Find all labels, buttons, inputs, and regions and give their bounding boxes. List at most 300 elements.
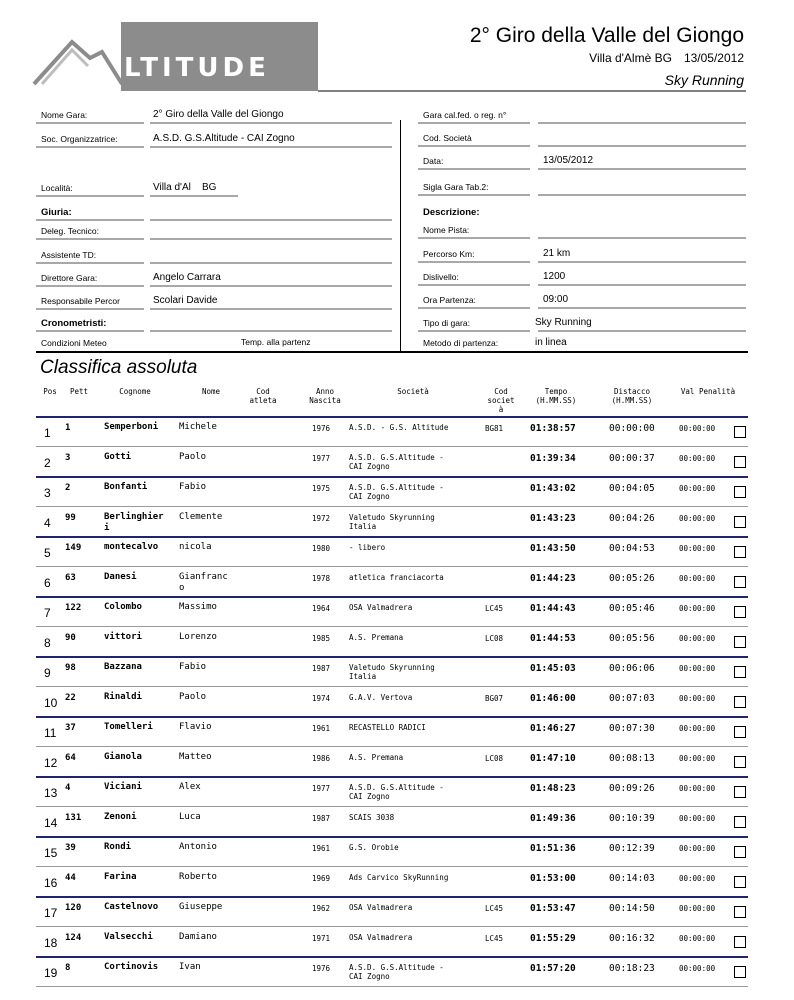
birth-year: 1964 <box>312 604 331 613</box>
penalty-checkbox[interactable] <box>734 666 746 678</box>
form-line <box>150 238 392 240</box>
row-divider <box>36 446 748 447</box>
form-line <box>418 145 530 147</box>
row-divider <box>36 416 748 418</box>
column-header-nome: Nome <box>201 387 221 396</box>
finish-time: 01:46:00 <box>530 693 576 704</box>
position-number: 17 <box>44 906 58 920</box>
position-number: 12 <box>44 756 58 770</box>
form-line <box>36 262 144 264</box>
athlete-name: Matteo <box>179 752 212 762</box>
penalty-time: 00:00:00 <box>679 664 716 673</box>
birth-year: 1977 <box>312 784 331 793</box>
column-header-cognome: Cognome <box>119 387 151 396</box>
form-line <box>36 219 144 221</box>
form-line <box>418 261 530 263</box>
team-code: LC08 <box>485 754 504 763</box>
athlete-name: Antonio <box>179 842 217 852</box>
column-header-pett: Pett <box>69 387 89 396</box>
form-line <box>538 122 746 124</box>
penalty-checkbox[interactable] <box>734 516 746 528</box>
team-name: G.A.V. Vertova <box>349 693 413 702</box>
finish-time: 01:39:34 <box>530 453 576 464</box>
time-gap: 00:04:05 <box>609 483 655 494</box>
bib-number: 44 <box>65 873 76 883</box>
athlete-surname: montecalvo <box>104 542 159 552</box>
form-label: Data: <box>423 156 444 166</box>
finish-time: 01:45:03 <box>530 663 576 674</box>
form-label: Gara cal.fed. o reg. n° <box>423 110 507 120</box>
row-divider <box>36 626 748 627</box>
athlete-name: Gianfranc o <box>179 572 228 593</box>
birth-year: 1976 <box>312 424 331 433</box>
penalty-checkbox[interactable] <box>734 456 746 468</box>
form-value: 09:00 <box>543 294 569 305</box>
penalty-checkbox[interactable] <box>734 606 746 618</box>
athlete-surname: Semperboni <box>104 422 159 432</box>
position-number: 18 <box>44 936 58 950</box>
penalty-checkbox[interactable] <box>734 786 746 798</box>
athlete-surname: Viciani <box>104 782 142 792</box>
column-header-cod-soc: Cod societ à <box>487 387 515 414</box>
team-name: OSA Valmadrera <box>349 603 413 612</box>
event-location: Villa d'Almè BG <box>589 51 672 65</box>
form-column-divider <box>400 120 401 352</box>
athlete-name: Ivan <box>179 962 201 972</box>
team-name: - libero <box>349 543 386 552</box>
row-divider <box>36 716 748 718</box>
form-line <box>150 219 392 221</box>
form-value: 13/05/2012 <box>543 155 594 166</box>
row-divider <box>36 956 748 958</box>
penalty-checkbox[interactable] <box>734 426 746 438</box>
birth-year: 1971 <box>312 934 331 943</box>
row-divider <box>36 926 748 927</box>
penalty-time: 00:00:00 <box>679 604 716 613</box>
penalty-time: 00:00:00 <box>679 694 716 703</box>
penalty-checkbox[interactable] <box>734 966 746 978</box>
row-divider <box>36 566 748 567</box>
bib-number: 64 <box>65 753 76 763</box>
form-line <box>418 307 530 309</box>
form-label: Condizioni Meteo <box>41 338 107 348</box>
athlete-name: nicola <box>179 542 212 552</box>
form-label: Deleg. Tecnico: <box>41 226 99 236</box>
form-bottom-divider <box>36 351 748 353</box>
logo-text: LTITUDE <box>124 53 270 83</box>
form-line <box>418 284 530 286</box>
row-divider <box>36 896 748 898</box>
form-line <box>538 194 746 196</box>
form-line <box>36 195 144 197</box>
athlete-surname: vittori <box>104 632 142 642</box>
event-sport: Sky Running <box>664 72 744 88</box>
bib-number: 4 <box>65 783 71 793</box>
athlete-name: Alex <box>179 782 201 792</box>
row-divider <box>36 656 748 658</box>
athlete-name: Giuseppe <box>179 902 223 912</box>
form-label: Nome Gara: <box>41 110 88 120</box>
finish-time: 01:44:43 <box>530 603 576 614</box>
form-label: Descrizione: <box>423 207 480 218</box>
position-number: 11 <box>44 726 57 740</box>
form-line <box>538 330 746 332</box>
athlete-name: Michele <box>179 422 217 432</box>
time-gap: 00:05:46 <box>609 603 655 614</box>
penalty-time: 00:00:00 <box>679 454 716 463</box>
athlete-name: Fabio <box>179 662 207 672</box>
column-header-tempo: Tempo (H.MM.SS) <box>535 387 577 405</box>
row-divider <box>36 476 748 478</box>
bib-number: 149 <box>65 543 82 553</box>
birth-year: 1962 <box>312 904 331 913</box>
column-header-anno: Anno Nascita <box>309 387 341 405</box>
team-name: G.S. Orobie <box>349 843 399 852</box>
finish-time: 01:49:36 <box>530 813 576 824</box>
position-number: 3 <box>44 486 51 500</box>
penalty-checkbox[interactable] <box>734 696 746 708</box>
birth-year: 1987 <box>312 814 331 823</box>
birth-year: 1961 <box>312 844 331 853</box>
time-gap: 00:00:00 <box>609 423 655 434</box>
birth-year: 1977 <box>312 454 331 463</box>
form-label: Sigla Gara Tab.2: <box>423 182 489 192</box>
position-number: 9 <box>44 666 51 680</box>
time-gap: 00:12:39 <box>609 843 655 854</box>
penalty-checkbox[interactable] <box>734 576 746 588</box>
bib-number: 131 <box>65 813 82 823</box>
time-gap: 00:05:56 <box>609 633 655 644</box>
athlete-surname: Gianola <box>104 752 142 762</box>
form-line <box>538 168 746 170</box>
bib-number: 99 <box>65 513 76 523</box>
penalty-time: 00:00:00 <box>679 934 716 943</box>
form-value: 21 km <box>543 248 571 259</box>
form-label: Direttore Gara: <box>41 273 98 283</box>
row-divider <box>36 986 748 987</box>
penalty-time: 00:00:00 <box>679 814 716 823</box>
finish-time: 01:53:47 <box>530 903 576 914</box>
form-line <box>418 237 530 239</box>
form-line <box>150 262 392 264</box>
team-name: RECASTELLO RADICI <box>349 723 426 732</box>
athlete-name: Flavio <box>179 722 212 732</box>
form-line <box>418 122 530 124</box>
form-line <box>538 284 746 286</box>
athlete-surname: Rondi <box>104 842 132 852</box>
row-divider <box>36 536 748 538</box>
time-gap: 00:07:30 <box>609 723 655 734</box>
position-number: 2 <box>44 456 51 470</box>
bib-number: 37 <box>65 723 76 733</box>
classifica-title: Classifica assoluta <box>40 357 198 378</box>
form-value: 1200 <box>543 271 566 282</box>
position-number: 10 <box>44 696 58 710</box>
form-label: Metodo di partenza: <box>423 338 499 348</box>
position-number: 16 <box>44 876 58 890</box>
penalty-time: 00:00:00 <box>679 784 716 793</box>
birth-year: 1978 <box>312 574 331 583</box>
position-number: 7 <box>44 606 51 620</box>
birth-year: 1969 <box>312 874 331 883</box>
time-gap: 00:14:03 <box>609 873 655 884</box>
position-number: 6 <box>44 576 51 590</box>
event-date: 13/05/2012 <box>683 51 744 65</box>
form-value: Temp. alla partenz <box>241 337 311 347</box>
form-line <box>36 122 144 124</box>
form-line <box>418 194 530 196</box>
birth-year: 1980 <box>312 544 331 553</box>
mountain-logo-icon <box>32 38 124 88</box>
time-gap: 00:00:37 <box>609 453 655 464</box>
finish-time: 01:44:23 <box>530 573 576 584</box>
athlete-surname: Rinaldi <box>104 692 142 702</box>
form-label: Soc. Organizzatrice: <box>41 134 118 144</box>
form-line <box>538 237 746 239</box>
form-line <box>538 261 746 263</box>
form-label: Giuria: <box>41 207 72 218</box>
form-label: Assistente TD: <box>41 250 97 260</box>
athlete-surname: Bonfanti <box>104 482 148 492</box>
penalty-checkbox[interactable] <box>734 906 746 918</box>
team-name: A.S.D. G.S.Altitude - CAI Zogno <box>349 483 444 501</box>
team-name: A.S.D. G.S.Altitude - CAI Zogno <box>349 783 444 801</box>
bib-number: 124 <box>65 933 82 943</box>
page-title: 2° Giro della Valle del Giongo <box>469 24 744 47</box>
penalty-time: 00:00:00 <box>679 904 716 913</box>
form-line <box>150 195 238 197</box>
birth-year: 1961 <box>312 724 331 733</box>
form-line <box>36 238 144 240</box>
team-name: atletica franciacorta <box>349 573 444 582</box>
form-line <box>538 307 746 309</box>
form-label: Cronometristi: <box>41 318 107 329</box>
penalty-checkbox[interactable] <box>734 756 746 768</box>
row-divider <box>36 746 748 747</box>
position-number: 4 <box>44 516 51 530</box>
athlete-surname: Colombo <box>104 602 142 612</box>
time-gap: 00:08:13 <box>609 753 655 764</box>
time-gap: 00:14:50 <box>609 903 655 914</box>
penalty-time: 00:00:00 <box>679 844 716 853</box>
athlete-surname: Cortinovis <box>104 962 159 972</box>
form-line <box>150 285 392 287</box>
row-divider <box>36 836 748 838</box>
row-divider <box>36 866 748 867</box>
athlete-name: Massimo <box>179 602 217 612</box>
bib-number: 98 <box>65 663 76 673</box>
form-line <box>36 330 144 332</box>
bib-number: 122 <box>65 603 82 613</box>
athlete-name: Paolo <box>179 692 207 702</box>
time-gap: 00:07:03 <box>609 693 655 704</box>
athlete-name: Lorenzo <box>179 632 217 642</box>
penalty-time: 00:00:00 <box>679 424 716 433</box>
finish-time: 01:38:57 <box>530 423 576 434</box>
birth-year: 1974 <box>312 694 331 703</box>
header-divider <box>318 90 746 92</box>
finish-time: 01:43:23 <box>530 513 576 524</box>
penalty-time: 00:00:00 <box>679 544 716 553</box>
penalty-time: 00:00:00 <box>679 754 716 763</box>
time-gap: 00:09:26 <box>609 783 655 794</box>
bib-number: 1 <box>65 423 71 433</box>
form-line <box>150 146 392 148</box>
bib-number: 39 <box>65 843 76 853</box>
athlete-surname: Danesi <box>104 572 137 582</box>
bib-number: 120 <box>65 903 82 913</box>
athlete-surname: Gotti <box>104 452 132 462</box>
penalty-time: 00:00:00 <box>679 874 716 883</box>
birth-year: 1987 <box>312 664 331 673</box>
athlete-name: Clemente <box>179 512 223 522</box>
form-value: in linea <box>535 337 567 348</box>
team-code: BG07 <box>485 694 504 703</box>
finish-time: 01:51:36 <box>530 843 576 854</box>
time-gap: 00:18:23 <box>609 963 655 974</box>
form-line <box>36 285 144 287</box>
athlete-name: Damiano <box>179 932 217 942</box>
column-header-pos: Pos <box>43 387 57 396</box>
team-code: LC45 <box>485 904 504 913</box>
athlete-surname: Farina <box>104 872 137 882</box>
athlete-name: Fabio <box>179 482 207 492</box>
bib-number: 8 <box>65 963 71 973</box>
form-label: Cod. Società <box>423 133 472 143</box>
form-value: A.S.D. G.S.Altitude - CAI Zogno <box>153 133 295 144</box>
column-header-cod-atleta: Cod atleta <box>249 387 277 405</box>
penalty-time: 00:00:00 <box>679 634 716 643</box>
row-divider <box>36 596 748 598</box>
athlete-surname: Bazzana <box>104 662 142 672</box>
form-value: Sky Running <box>535 317 592 328</box>
team-code: BG81 <box>485 424 504 433</box>
bib-number: 90 <box>65 633 76 643</box>
form-label: Percorso Km: <box>423 249 475 259</box>
form-line <box>150 122 392 124</box>
form-line <box>538 145 746 147</box>
team-name: A.S.D. G.S.Altitude - CAI Zogno <box>349 963 444 981</box>
penalty-checkbox[interactable] <box>734 486 746 498</box>
bib-number: 22 <box>65 693 76 703</box>
penalty-checkbox[interactable] <box>734 816 746 828</box>
penalty-checkbox[interactable] <box>734 726 746 738</box>
team-name: Valetudo Skyrunning Italia <box>349 513 435 531</box>
team-name: A.S. Premana <box>349 633 404 642</box>
athlete-name: Paolo <box>179 452 207 462</box>
penalty-checkbox[interactable] <box>734 546 746 558</box>
finish-time: 01:53:00 <box>530 873 576 884</box>
finish-time: 01:46:27 <box>530 723 576 734</box>
penalty-checkbox[interactable] <box>734 636 746 648</box>
row-divider <box>36 806 748 807</box>
athlete-surname: Tomelleri <box>104 722 153 732</box>
finish-time: 01:44:53 <box>530 633 576 644</box>
penalty-checkbox[interactable] <box>734 936 746 948</box>
finish-time: 01:43:02 <box>530 483 576 494</box>
form-line <box>36 308 144 310</box>
bib-number: 3 <box>65 453 71 463</box>
form-label: Nome Pista: <box>423 225 470 235</box>
team-name: OSA Valmadrera <box>349 933 413 942</box>
team-name: OSA Valmadrera <box>349 903 413 912</box>
time-gap: 00:06:06 <box>609 663 655 674</box>
birth-year: 1972 <box>312 514 331 523</box>
birth-year: 1986 <box>312 754 331 763</box>
team-name: SCAIS 3038 <box>349 813 395 822</box>
form-value: Angelo Carrara <box>153 272 221 283</box>
position-number: 8 <box>44 636 51 650</box>
form-value: Scolari Davide <box>153 295 218 306</box>
athlete-surname: Valsecchi <box>104 932 153 942</box>
team-name: A.S.D. G.S.Altitude - CAI Zogno <box>349 453 444 471</box>
form-label: Dislivello: <box>423 272 459 282</box>
birth-year: 1976 <box>312 964 331 973</box>
time-gap: 00:10:39 <box>609 813 655 824</box>
form-label: Ora Partenza: <box>423 295 476 305</box>
position-number: 5 <box>44 546 51 560</box>
form-label: Località: <box>41 183 73 193</box>
athlete-surname: Zenoni <box>104 812 137 822</box>
penalty-time: 00:00:00 <box>679 574 716 583</box>
column-header-societa: Società <box>397 387 429 396</box>
team-name: Ads Carvico SkyRunning <box>349 873 449 882</box>
finish-time: 01:55:29 <box>530 933 576 944</box>
athlete-name: Roberto <box>179 872 217 882</box>
team-code: LC45 <box>485 604 504 613</box>
row-divider <box>36 506 748 507</box>
form-value: Villa d'Al BG <box>153 182 217 193</box>
finish-time: 01:43:50 <box>530 543 576 554</box>
athlete-surname: Berlinghier i <box>104 512 164 533</box>
column-header-distacco: Distacco (H.MM.SS) <box>611 387 653 405</box>
team-name: A.S.D. - G.S. Altitude <box>349 423 449 432</box>
position-number: 14 <box>44 816 58 830</box>
time-gap: 00:05:26 <box>609 573 655 584</box>
form-line <box>150 330 392 332</box>
penalty-checkbox[interactable] <box>734 846 746 858</box>
column-header-val: Val Penalità <box>680 387 736 396</box>
form-line <box>418 168 530 170</box>
team-name: A.S. Premana <box>349 753 404 762</box>
athlete-name: Luca <box>179 812 201 822</box>
team-name: Valetudo Skyrunning Italia <box>349 663 435 681</box>
position-number: 13 <box>44 786 58 800</box>
penalty-time: 00:00:00 <box>679 964 716 973</box>
finish-time: 01:57:20 <box>530 963 576 974</box>
form-value: 2° Giro della Valle del Giongo <box>153 109 284 120</box>
position-number: 19 <box>44 966 58 980</box>
form-label: Responsabile Percor <box>41 296 120 306</box>
form-line <box>36 146 144 148</box>
team-code: LC45 <box>485 934 504 943</box>
penalty-time: 00:00:00 <box>679 484 716 493</box>
position-number: 15 <box>44 846 58 860</box>
bib-number: 63 <box>65 573 76 583</box>
penalty-checkbox[interactable] <box>734 876 746 888</box>
row-divider <box>36 686 748 687</box>
position-number: 1 <box>44 426 51 440</box>
bib-number: 2 <box>65 483 71 493</box>
form-line <box>418 330 530 332</box>
row-divider <box>36 776 748 778</box>
time-gap: 00:16:32 <box>609 933 655 944</box>
penalty-time: 00:00:00 <box>679 514 716 523</box>
athlete-surname: Castelnovo <box>104 902 159 912</box>
form-label: Tipo di gara: <box>423 318 470 328</box>
event-location-date <box>589 51 744 65</box>
finish-time: 01:48:23 <box>530 783 576 794</box>
